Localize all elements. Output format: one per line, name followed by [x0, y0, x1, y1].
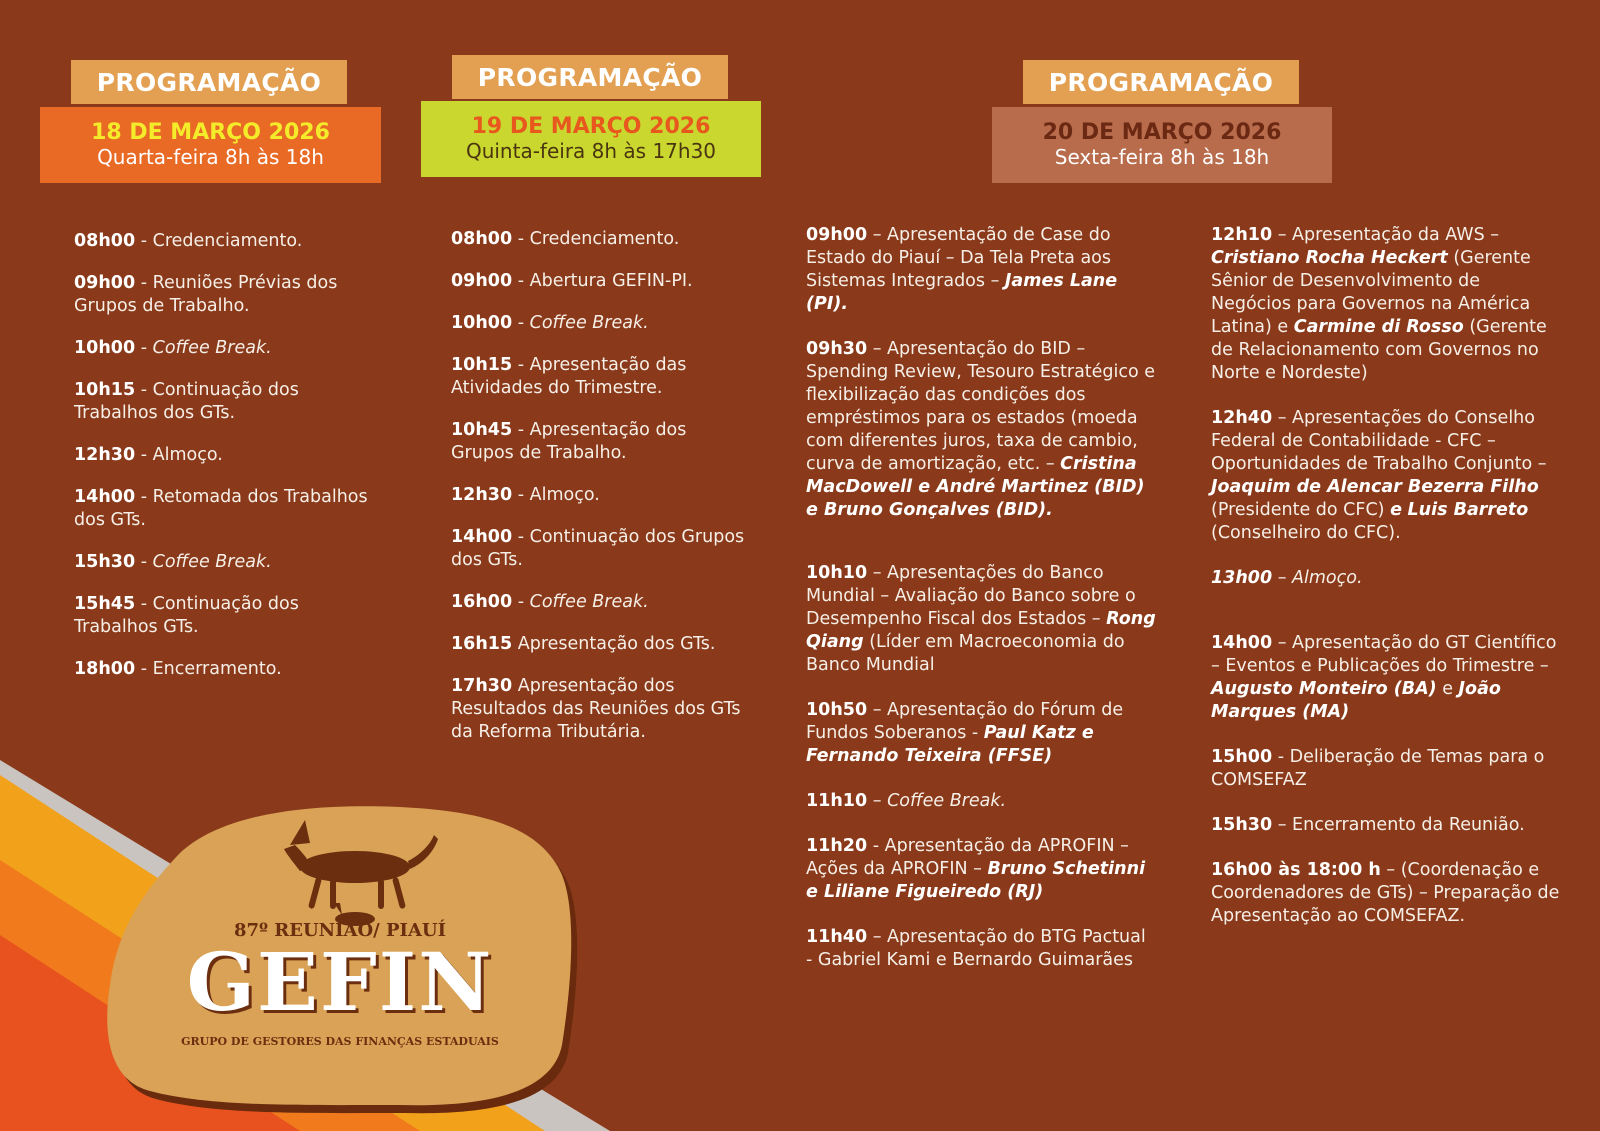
list-item: 11h20 - Apresentação da APROFIN – Ações da APROFIN – Bruno Schetinni e Liliane Figueiredo (RJ): [806, 836, 1146, 902]
day2-programacao-tag: PROGRAMAÇÃO: [452, 55, 728, 99]
list-item: 12h10 – Apresentação da AWS – Cristiano Rocha Heckert (Gerente Sênior de Desenvolvimento de Negócios para Governos na América Latina) e Carmine di Rosso (Gerente de Relacionamento com Governos no Norte e Nordeste): [1211, 225, 1547, 383]
day3-schedule-list-afternoon: [1211, 224, 1561, 950]
cave-painting-animals-icon: [250, 815, 450, 935]
day1-date: 18 DE MARÇO 2026: [91, 120, 330, 145]
list-item: 16h00 - Coffee Break.: [451, 592, 649, 612]
list-item: 14h00 - Continuação dos Grupos dos GTs.: [451, 527, 745, 570]
list-item: 12h30 - Almoço.: [451, 485, 600, 505]
list-item: 13h00 – Almoço.: [1211, 568, 1363, 588]
list-item: 10h00 - Coffee Break.: [451, 313, 649, 333]
list-item: 14h00 - Retomada dos Trabalhos dos GTs.: [74, 487, 368, 530]
day1-schedule-list: [74, 230, 374, 700]
day3-schedule-list-morning: [806, 224, 1156, 994]
list-item: 12h30 - Almoço.: [74, 445, 223, 465]
list-item: 10h50 – Apresentação do Fórum de Fundos Soberanos - Paul Katz e Fernando Teixeira (FFSE): [806, 700, 1124, 766]
list-item: 14h00 – Apresentação do GT Científico – Eventos e Publicações do Trimestre – Augusto Monteiro (BA) e João Marques (MA): [1211, 633, 1557, 722]
list-item: 16h00 às 18:00 h – (Coordenação e Coordenadores de GTs) – Preparação de Apresentação ao COMSEFAZ.: [1211, 860, 1560, 926]
list-item: 10h10 – Apresentações do Banco Mundial – Avaliação do Banco sobre o Desempenho Fiscal dos Estados – Rong Qiang (Líder em Macroeconomia do Banco Mundial: [806, 563, 1156, 675]
day1-schedule: Quarta-feira 8h às 18h: [97, 145, 324, 169]
list-item: 12h40 – Apresentações do Conselho Federal de Contabilidade - CFC – Oportunidades de Trabalho Conjunto – Joaquim de Alencar Bezerra Filho (Presidente do CFC) e Luis Barreto (Conselheiro do CFC).: [1211, 408, 1547, 543]
day2-schedule: Quinta-feira 8h às 17h30: [465, 139, 717, 163]
day1-date-box: [40, 107, 381, 183]
gefin-logo: [100, 795, 580, 1115]
list-item: 10h15 - Continuação dos Trabalhos dos GTs.: [74, 380, 299, 423]
list-item: 09h00 – Apresentação de Case do Estado do Piauí – Da Tela Preta aos Sistemas Integrados – James Lane (PI).: [806, 225, 1118, 314]
list-item: 15h45 - Continuação dos Trabalhos GTs.: [74, 594, 299, 637]
day3-programacao-tag: PROGRAMAÇÃO: [1023, 60, 1299, 104]
list-item: 10h00 - Coffee Break.: [74, 338, 272, 358]
day3-date: 20 DE MARÇO 2026: [1042, 120, 1282, 145]
day2-date: 19 DE MARÇO 2026: [471, 114, 711, 139]
list-item: 10h45 - Apresentação dos Grupos de Trabalho.: [451, 420, 687, 463]
list-item: 15h30 – Encerramento da Reunião.: [1211, 815, 1525, 835]
list-item: 09h00 - Reuniões Prévias dos Grupos de Trabalho.: [74, 273, 338, 316]
day2-date-box: [421, 101, 761, 177]
day3-schedule: Sexta-feira 8h às 18h: [1054, 145, 1270, 169]
list-item: 11h40 – Apresentação do BTG Pactual - Gabriel Kami e Bernardo Guimarães: [806, 927, 1146, 970]
list-item: 15h30 - Coffee Break.: [74, 552, 272, 572]
gefin-title: GEFIN: [186, 935, 494, 1029]
list-item: 09h00 - Abertura GEFIN-PI.: [451, 271, 693, 291]
gefin-full-name: GRUPO DE GESTORES DAS FINANÇAS ESTADUAIS: [181, 1035, 499, 1048]
list-item: 16h15 Apresentação dos GTs.: [451, 634, 716, 654]
meeting-label: 87º REUNIÃO/ PIAUÍ: [233, 920, 447, 941]
day3-date-box: [992, 107, 1332, 183]
list-item: 09h30 – Apresentação do BID – Spending Review, Tesouro Estratégico e flexibilização das condições dos empréstimos para os estados (moeda com diferentes juros, taxa de cambio, curva de amortização, etc. – Cristina MacDowell e André Martinez (BID) e Bruno Gonçalves (BID).: [806, 339, 1156, 520]
day2-schedule-list: [451, 228, 751, 763]
list-item: 15h00 - Deliberação de Temas para o COMSEFAZ: [1211, 747, 1545, 790]
list-item: 11h10 – Coffee Break.: [806, 791, 1007, 811]
list-item: 18h00 - Encerramento.: [74, 659, 282, 679]
list-item: 08h00 - Credenciamento.: [74, 231, 303, 251]
list-item: 08h00 - Credenciamento.: [451, 229, 680, 249]
list-item: 17h30 Apresentação dos Resultados das Reuniões dos GTs da Reforma Tributária.: [451, 676, 741, 742]
day1-programacao-tag: PROGRAMAÇÃO: [71, 60, 347, 104]
list-item: 10h15 - Apresentação das Atividades do Trimestre.: [451, 355, 687, 398]
